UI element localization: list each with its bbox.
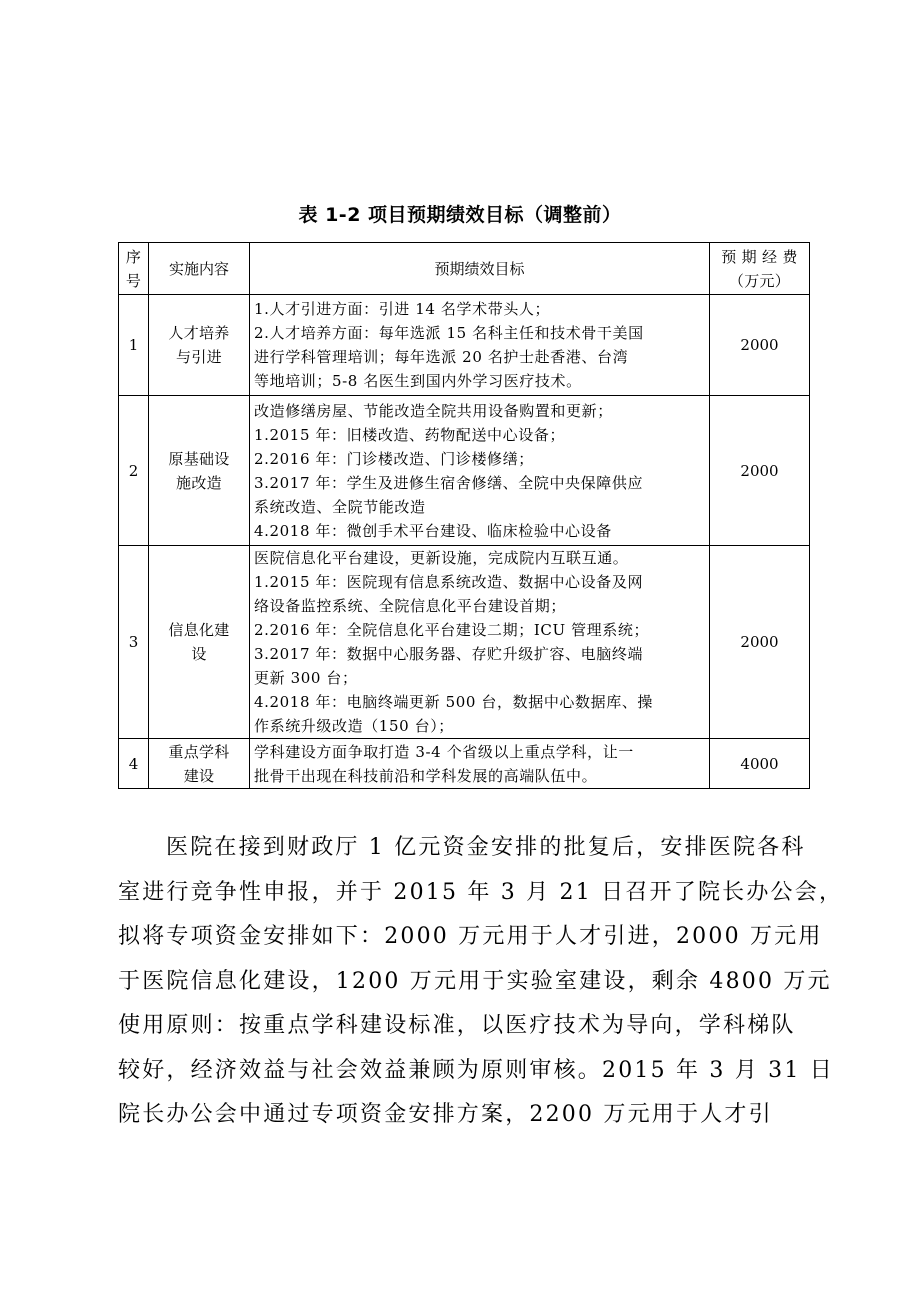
row-item-line: 信息化建: [168, 621, 230, 639]
paragraph-line: 医院在接到财政厅 1 亿元资金安排的批复后，安排医院各科: [166, 835, 806, 860]
row-goal-line: 2.2016 年：全院信息化平台建设二期；ICU 管理系统；: [254, 621, 650, 639]
table-row: [119, 396, 810, 546]
row-goal-line: 学科建设方面争取打造 3-4 个省级以上重点学科，让一: [254, 742, 634, 761]
header-goal: 预期绩效目标: [250, 243, 710, 295]
header-cost: 预 期 经 费 （万元）: [710, 243, 810, 295]
row-item-line: 建设: [183, 766, 215, 785]
paragraph-line: 拟将专项资金安排如下：2000 万元用于人才引进，2000 万元用: [118, 924, 823, 949]
row-goal-line: 进行学科管理培训；每年选派 20 名护士赴香港、台湾: [254, 348, 629, 366]
table-row: [119, 546, 810, 739]
paragraph-line: 使用原则：按重点学科建设标准，以医疗技术为导向，学科梯队: [118, 1013, 796, 1038]
table-header-row: [119, 243, 810, 295]
row-goal-line: 系统改造、全院节能改造: [254, 497, 426, 516]
row-goal-line: 作系统升级改造（150 台）；: [254, 717, 454, 735]
row-goal-line: 2.人才培养方面：每年选派 15 名科主任和技术骨干美国: [254, 324, 644, 342]
row-item: [149, 396, 250, 546]
row-goal-line: 4.2018 年：微创手术平台建设、临床检验中心设备: [254, 521, 612, 540]
row-index: 3: [119, 546, 149, 739]
row-goal-line: 4.2018 年：电脑终端更新 500 台，数据中心数据库、操: [254, 693, 654, 711]
row-cost: 4000: [710, 739, 810, 789]
row-item-line: 原基础设: [168, 449, 230, 468]
row-goal-line: 2.2016 年：门诊楼改造、门诊楼修缮；: [254, 449, 534, 468]
row-item: [149, 295, 250, 396]
performance-goals-table: [118, 242, 810, 789]
row-goal: [250, 396, 710, 546]
row-goal-line: 更新 300 台；: [254, 669, 358, 687]
table-row: [119, 295, 810, 396]
paragraph-line: 室进行竞争性申报，并于 2015 年 3 月 21 日召开了院长办公会，: [118, 879, 844, 905]
row-goal: [250, 546, 710, 739]
row-index: 1: [119, 295, 149, 396]
table-row: [119, 739, 810, 789]
row-goal-line: 等地培训；5-8 名医生到国内外学习医疗技术。: [254, 372, 582, 390]
paragraph-line: 较好，经济效益与社会效益兼顾为原则审核。2015 年 3 月 31 日: [118, 1057, 834, 1083]
row-goal-line: 络设备监控系统、全院信息化平台建设首期；: [254, 597, 567, 615]
header-index: 序 号: [119, 243, 149, 295]
row-goal: [250, 295, 710, 396]
row-goal-line: 1.2015 年：旧楼改造、药物配送中心设备；: [254, 425, 566, 444]
row-goal: [250, 739, 710, 789]
row-cost: 2000: [710, 295, 810, 396]
row-goal-line: 1.人才引进方面：引进 14 名学术带头人；: [254, 300, 551, 318]
table-caption: 表 1-2 项目预期绩效目标（调整前）: [298, 204, 622, 226]
row-item-line: 设: [191, 645, 207, 663]
row-goal-line: 批骨干出现在科技前沿和学科发展的高端队伍中。: [254, 766, 598, 785]
row-item-line: 重点学科: [168, 742, 230, 761]
row-item: [149, 739, 250, 789]
row-goal-line: 3.2017 年：数据中心服务器、存贮升级扩容、电脑终端: [254, 645, 644, 663]
row-index: 4: [119, 739, 149, 789]
paragraph-line: 于医院信息化建设，1200 万元用于实验室建设，剩余 4800 万元: [118, 968, 832, 994]
paragraph-line: 院长办公会中通过专项资金安排方案，2200 万元用于人才引: [118, 1102, 773, 1127]
row-item: [149, 546, 250, 739]
row-goal-line: 改造修缮房屋、节能改造全院共用设备购置和更新；: [254, 401, 613, 420]
row-goal-line: 医院信息化平台建设，更新设施，完成院内互联互通。: [254, 549, 629, 567]
row-cost: 2000: [710, 396, 810, 546]
row-item-line: 人才培养: [168, 324, 230, 342]
row-goal-line: 1.2015 年：医院现有信息系统改造、数据中心设备及网: [254, 573, 644, 591]
header-item: 实施内容: [149, 243, 250, 295]
body-paragraph: [118, 826, 844, 1138]
row-item-line: 与引进: [176, 348, 222, 366]
row-goal-line: 3.2017 年：学生及进修生宿舍修缮、全院中央保障供应: [254, 473, 644, 492]
row-cost: 2000: [710, 546, 810, 739]
row-index: 2: [119, 396, 149, 546]
row-item-line: 施改造: [176, 473, 222, 492]
